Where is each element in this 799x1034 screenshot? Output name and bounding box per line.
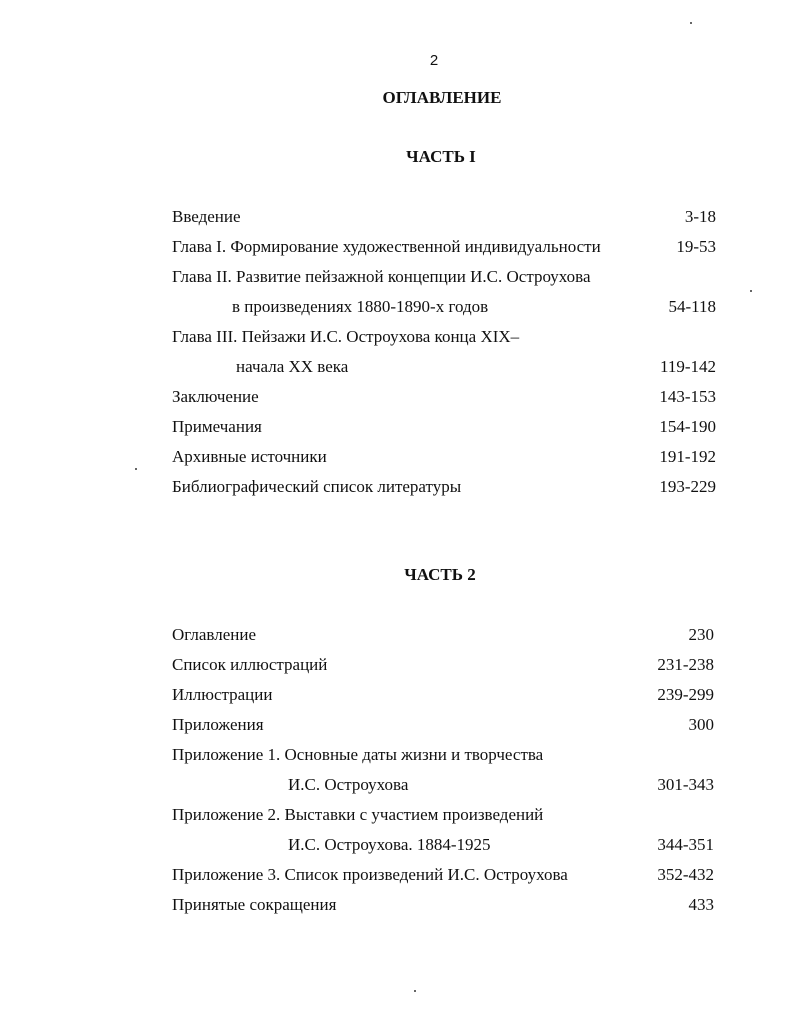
toc-entry: [172, 416, 716, 438]
toc-entry-title: Глава I. Формирование художественной индивидуальности: [172, 237, 601, 256]
toc-entry-title: Заключение: [172, 387, 259, 406]
toc-entry-title: Приложение 3. Список произведений И.С. Остроухова: [172, 865, 568, 884]
toc-entry-title: Глава II. Развитие пейзажной концепции И.С. Остроухова: [172, 267, 591, 286]
toc-entry-continuation: [172, 774, 714, 796]
toc-entry-title: Приложение 1. Основные даты жизни и творчества: [172, 745, 544, 764]
toc-entry: [172, 864, 714, 886]
toc-entry-continuation: [172, 356, 716, 378]
part1-heading: ЧАСТЬ I: [406, 147, 476, 166]
toc-entry: [172, 476, 716, 498]
toc-entry-pages: 239-299: [657, 685, 714, 704]
toc-entry-title: Примечания: [172, 417, 262, 436]
toc-entry-title: Введение: [172, 207, 241, 226]
toc-entry-pages: 433: [688, 895, 714, 914]
toc-entry-pages: 154-190: [659, 417, 716, 436]
toc-entry-title: Библиографический список литературы: [172, 477, 462, 496]
toc-entry-pages: 54-118: [668, 297, 716, 316]
toc-entry-title: Приложения: [172, 715, 264, 734]
toc-entry: [172, 654, 714, 676]
toc-entry: [172, 684, 714, 706]
toc-entry-title: Архивные источники: [172, 447, 327, 466]
toc-entry-title: Глава III. Пейзажи И.С. Остроухова конца XIX–: [172, 327, 520, 346]
toc-entry-title: Иллюстрации: [172, 685, 273, 704]
part2-heading: ЧАСТЬ 2: [404, 565, 476, 584]
page-title: ОГЛАВЛЕНИЕ: [382, 88, 502, 107]
toc-entry: [172, 804, 714, 826]
toc-entry: [172, 894, 714, 916]
toc-entry-pages: 19-53: [676, 237, 716, 256]
toc-entry: [172, 236, 716, 258]
toc-entry-title: в произведениях 1880-1890-х годов: [232, 297, 489, 316]
toc-entry: [172, 326, 716, 348]
toc-entry-pages: 301-343: [657, 775, 714, 794]
toc-entry-continuation: [172, 296, 716, 318]
toc-entry-title: Оглавление: [172, 625, 256, 644]
toc-entry: [172, 744, 714, 766]
toc-entry: [172, 386, 716, 408]
toc-entry: [172, 624, 714, 646]
toc-entry-title: И.С. Остроухова: [288, 775, 409, 794]
toc-entry-pages: 344-351: [657, 835, 714, 854]
toc-entry-pages: 193-229: [659, 477, 716, 496]
scan-speck: [135, 468, 137, 470]
toc-entry-title: начала XX века: [236, 357, 349, 376]
toc-entry-pages: 191-192: [659, 447, 716, 466]
toc-entry-continuation: [172, 834, 714, 856]
toc-entry-pages: 231-238: [657, 655, 714, 674]
toc-entry-title: Приложение 2. Выставки с участием произведений: [172, 805, 544, 824]
toc-entry-title: И.С. Остроухова. 1884-1925: [288, 835, 491, 854]
scan-speck: [750, 290, 752, 292]
toc-entry-title: Список иллюстраций: [172, 655, 328, 674]
toc-entry-pages: 3-18: [684, 207, 716, 226]
toc-entry-pages: 230: [688, 625, 714, 644]
toc-entry: [172, 266, 716, 288]
scan-speck: [414, 990, 416, 992]
toc-entry-pages: 300: [688, 715, 714, 734]
toc-entry-pages: 119-142: [659, 357, 716, 376]
toc-entry: [172, 206, 716, 228]
toc-entry-pages: 352-432: [657, 865, 714, 884]
toc-entry: [172, 714, 714, 736]
page-number: 2: [429, 52, 439, 69]
scan-speck: [690, 22, 692, 24]
toc-entry-pages: 143-153: [659, 387, 716, 406]
toc-entry-title: Принятые сокращения: [172, 895, 337, 914]
toc-entry: [172, 446, 716, 468]
